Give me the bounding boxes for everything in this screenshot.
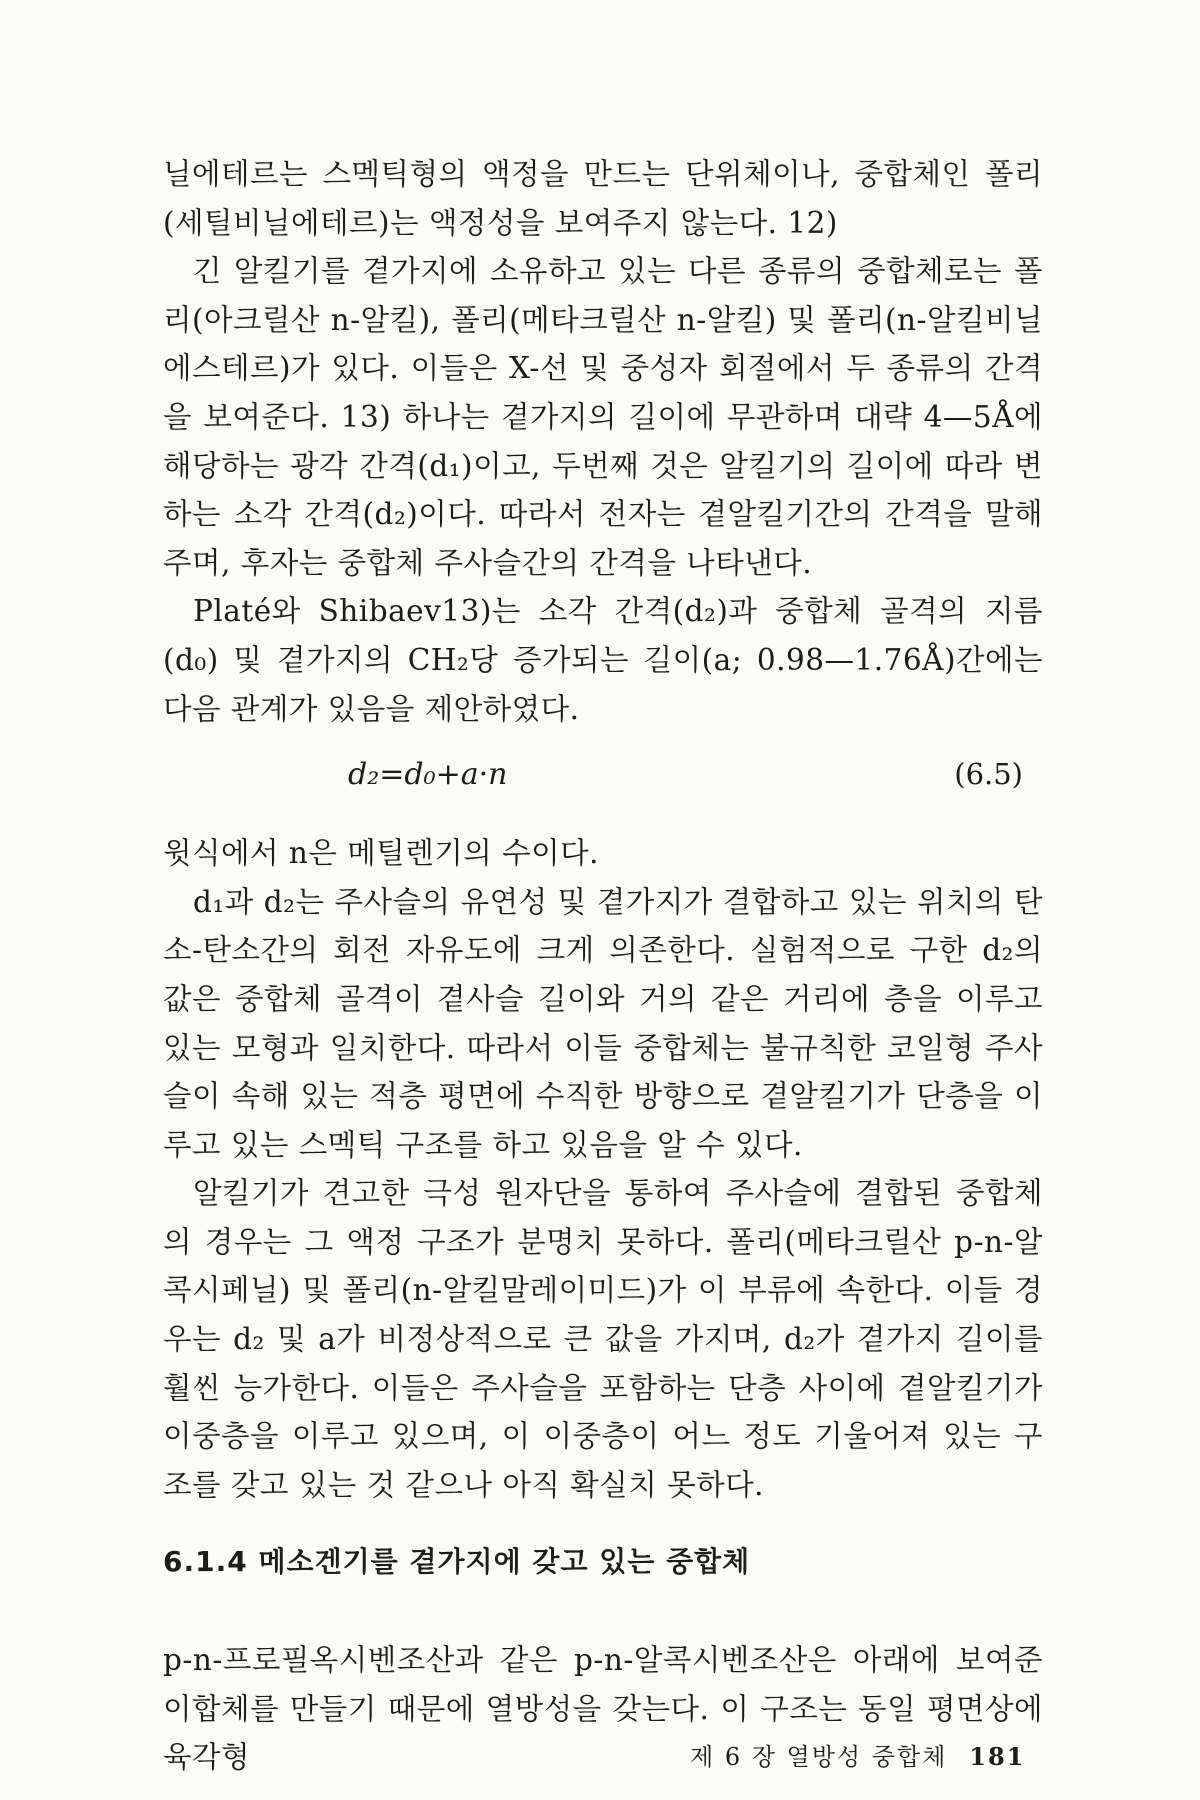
section-heading: 6.1.4 메소겐기를 곁가지에 갖고 있는 중합체 [163,1545,751,1578]
paragraph-side-chain-alkyl: 긴 알킬기를 곁가지에 소유하고 있는 다른 종류의 중합체로는 폴리(아크릴산 n-알킬), 폴리(메타크릴산 n-알킬) 및 폴리(n-알킬비닐에스테르)가 있다. 이들은 X-선 및 중성자 회절에서 두 종류의 간격을 보여준다. 13) 하나는 곁가지의 길이에 무관하며 대략 4—5Å에 해당하는 광각 간격(d₁)이고, 두번째 것은 알킬기의 길이에 따라 변하는 소각 간격(d₂)이다. 따라서 전자는 곁알킬기간의 간격을 말해 주며, 후자는 중합체 주사슬간의 간격을 나타낸다. [163,254,1043,580]
equation-row [163,733,1043,829]
page-footer [690,1737,1025,1772]
equation-formula: d₂=d₀+a·n [348,757,508,793]
page-number: 181 [969,1742,1026,1771]
equation-number: (6.5) [954,757,1023,792]
body-text [163,150,1043,1509]
paragraph-smectic-structure: d₁과 d₂는 주사슬의 유연성 및 곁가지가 결합하고 있는 위치의 탄소-탄소간의 회전 자유도에 크게 의존한다. 실험적으로 구한 d₂의 값은 중합체 골격이 곁사슬 길이와 거의 같은 거리에 층을 이루고 있는 모형과 일치한다. 따라서 이들 중합체는 불규칙한 코일형 주사슬이 속해 있는 적층 평면에 수직한 방향으로 곁알킬기가 단층을 이루고 있는 스멕틱 구조를 하고 있음을 알 수 있다. [163,884,1043,1162]
paragraph-n-definition: 윗식에서 n은 메틸렌기의 수이다. [163,836,599,871]
paragraph-alkoxybenzoic-acid: p-n-프로필옥시벤조산과 같은 p-n-알콕시벤조산은 아래에 보여준 이합체를 만들기 때문에 열방성을 갖는다. 이 구조는 동일 평면상에 육각형 [163,1643,1043,1775]
paragraph-plate-shibaev: Platé와 Shibaev13)는 소각 간격(d₂)과 중합체 골격의 지름(d₀) 및 곁가지의 CH₂당 증가되는 길이(a; 0.98—1.76Å)간에는 다음 관계가 있음을 제안하였다. [163,594,1043,726]
paragraph-polar-groups: 알킬기가 견고한 극성 원자단을 통하여 주사슬에 결합된 중합체의 경우는 그 액정 구조가 분명치 못하다. 폴리(메타크릴산 p-n-알콕시페닐) 및 폴리(n-알킬말레이미드)가 이 부류에 속한다. 이들 경우는 d₂ 및 a가 비정상적으로 큰 값을 가지며, d₂가 곁가지 길이를 훨씬 능가한다. 이들은 주사슬을 포함하는 단층 사이에 곁알킬기가 이중층을 이루고 있으며, 이 이중층이 어느 정도 기울어져 있는 구조를 갖고 있는 것 같으나 아직 확실치 못하다. [163,1176,1043,1502]
paragraph-continued: 닐에테르는 스멕틱형의 액정을 만드는 단위체이나, 중합체인 폴리(세틸비닐에테르)는 액정성을 보여주지 않는다. 12) [163,157,1043,240]
footer-chapter: 제 6 장 열방성 중합체 [690,1743,948,1771]
